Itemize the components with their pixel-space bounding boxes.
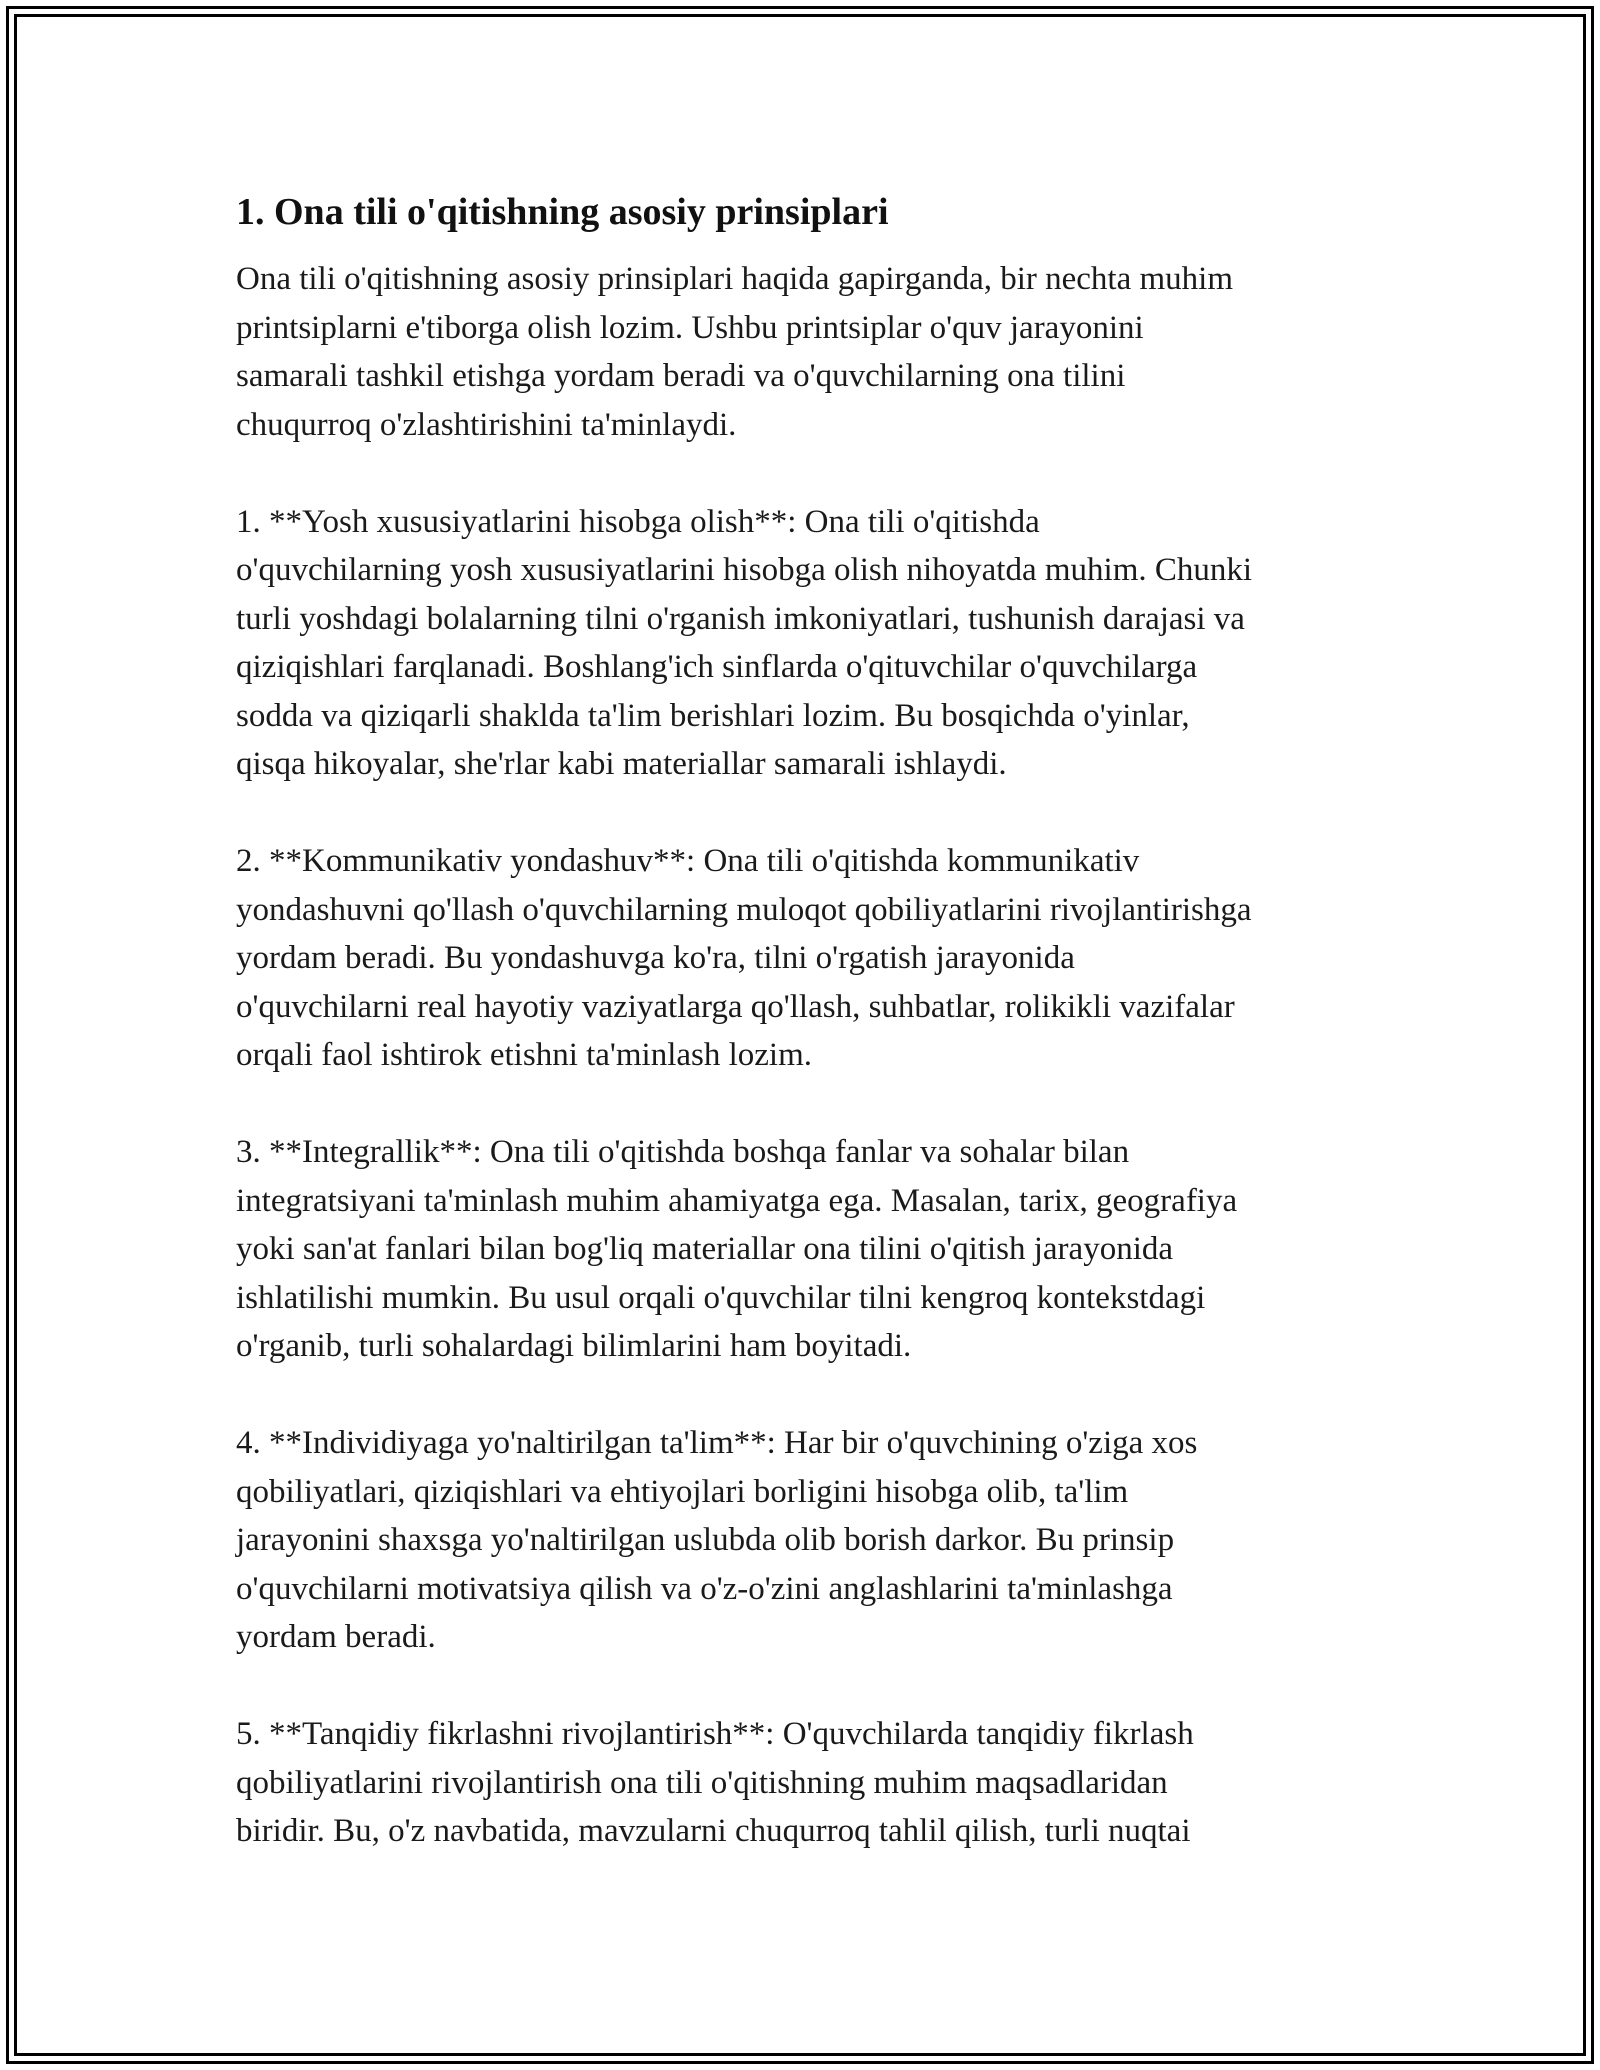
intro-paragraph: Ona tili o'qitishning asosiy prinsiplari haqida gapirganda, bir nechta muhim printsiplarni e'tiborga olish lozim. Ushbu printsiplar o'quv jarayonini samarali tashkil etishga yordam beradi va o'quvchilarning ona tilini chuqurroq o'zlashtirishini ta'minlaydi. [236, 261, 1233, 443]
principle-paragraph-age-features: 1. **Yosh xususiyatlarini hisobga olish**: Ona tili o'qitishda o'quvchilarning yosh xususiyatlarini hisobga olish nihoyatda muhim. Chunki turli yoshdagi bolalarning tilni o'rganish imkoniyatlari, tushunish darajasi va qiziqishlari farqlanadi. Boshlang'ich sinflarda o'qituvchilar o'quvchilarga sodda va qiziqarli shaklda ta'lim berishlari lozim. Bu bosqichda o'yinlar, qisqa hikoyalar, she'rlar kabi materiallar samarali ishlaydi. [236, 503, 1253, 782]
principle-paragraph-critical-thinking: 5. **Tanqidiy fikrlashni rivojlantirish**: O'quvchilarda tanqidiy fikrlash qobiliyatlarini rivojlantirish ona tili o'qitishning muhim maqsadlaridan biridir. Bu, o'z navbatida, mavzularni chuqurroq tahlil qilish, turli nuqtai [236, 1716, 1194, 1849]
principle-paragraph-individual: 4. **Individiyaga yo'naltirilgan ta'lim**: Har bir o'quvchining o'ziga xos qobiliyatlari, qiziqishlari va ehtiyojlari borligini hisobga olib, ta'lim jarayonini shaxsga yo'naltirilgan uslubda olib borish darkor. Bu prinsip o'quvchilarni motivatsiya qilish va o'z-o'zini anglashlarini ta'minlashga yordam beradi. [236, 1425, 1198, 1655]
section-heading: 1. Ona tili o'qitishning asosiy prinsiplari [236, 191, 889, 233]
principle-paragraph-communicative: 2. **Kommunikativ yondashuv**: Ona tili o'qitishda kommunikativ yondashuvni qo'llash o'quvchilarning muloqot qobiliyatlarini rivojlantirishga yordam beradi. Bu yondashuvga ko'ra, tilni o'rgatish jarayonida o'quvchilarni real hayotiy vaziyatlarga qo'llash, suhbatlar, rolikikli vazifalar orqali faol ishtirok etishni ta'minlash lozim. [236, 843, 1252, 1073]
document-body [236, 185, 1376, 1856]
principle-paragraph-integration: 3. **Integrallik**: Ona tili o'qitishda boshqa fanlar va sohalar bilan integratsiyani ta'minlash muhim ahamiyatga ega. Masalan, tarix, geografiya yoki san'at fanlari bilan bog'liq materiallar ona tilini o'qitish jarayonida ishlatilishi mumkin. Bu usul orqali o'quvchilar tilni kengroq kontekstdagi o'rganib, turli sohalardagi bilimlarini ham boyitadi. [236, 1134, 1238, 1364]
